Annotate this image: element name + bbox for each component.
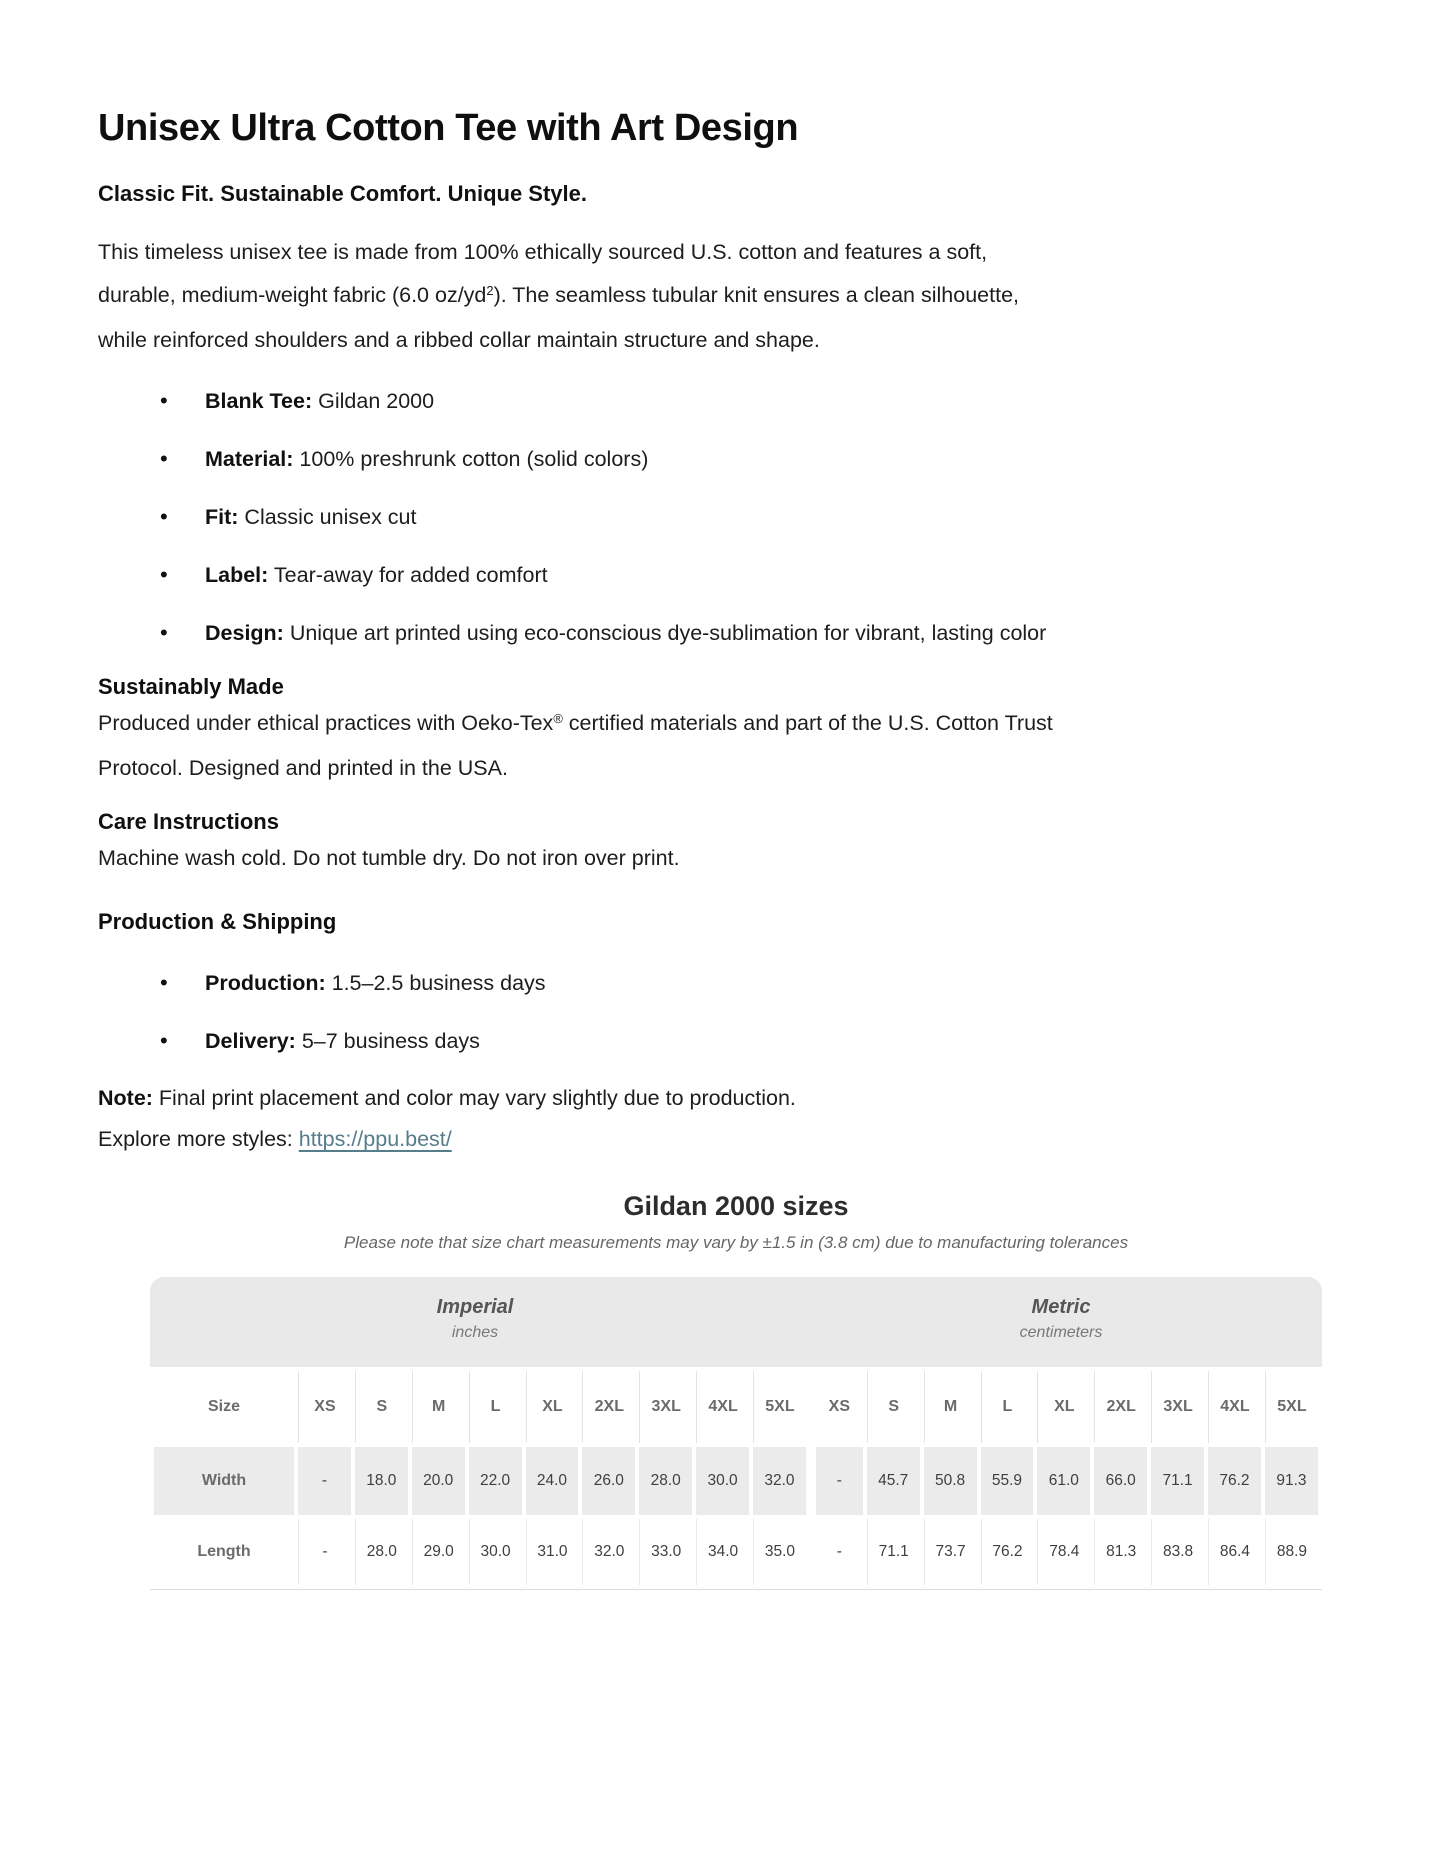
size-value-cell: 30.0	[696, 1447, 749, 1515]
bullet-icon: •	[160, 1028, 168, 1053]
feature-label: Design:	[205, 621, 284, 645]
explore-styles-link[interactable]: https://ppu.best/	[298, 1127, 452, 1151]
size-value-cell: 66.0	[1094, 1447, 1147, 1515]
sustainably-made-body	[98, 702, 1345, 790]
imperial-group-header	[150, 1277, 800, 1367]
delivery-label: Delivery:	[205, 1029, 296, 1053]
delivery-text: 5–7 business days	[301, 1029, 480, 1053]
delivery-item	[98, 1020, 1345, 1063]
note-text: Final print placement and color may vary slightly due to production.	[158, 1086, 796, 1110]
size-value-cell: 81.3	[1094, 1519, 1147, 1585]
bullet-icon: •	[160, 504, 168, 529]
bullet-icon: •	[160, 970, 168, 995]
row-label: Length	[154, 1519, 294, 1585]
production-list	[98, 962, 1345, 1063]
bullet-icon: •	[160, 388, 168, 413]
size-col-header: S	[867, 1371, 920, 1443]
size-col-header: 4XL	[1208, 1371, 1261, 1443]
tagline: Classic Fit. Sustainable Comfort. Unique Style.	[98, 181, 587, 206]
size-chart-section	[150, 1187, 1322, 1590]
size-value-cell: 71.1	[867, 1519, 920, 1585]
size-col-header: 2XL	[582, 1371, 635, 1443]
note-paragraph	[98, 1078, 1345, 1160]
size-value-cell: 35.0	[753, 1519, 806, 1585]
size-value-cell: 83.8	[1151, 1519, 1204, 1585]
feature-label: Label:	[205, 563, 269, 587]
size-value-cell: 76.2	[1208, 1447, 1261, 1515]
feature-text: Classic unisex cut	[244, 505, 417, 529]
feature-item-fit	[98, 496, 1345, 539]
production-label: Production:	[205, 971, 326, 995]
intro-line-3: while reinforced shoulders and a ribbed collar maintain structure and shape.	[98, 328, 820, 352]
size-chart-tolerance-note: Please note that size chart measurements may vary by ±1.5 in (3.8 cm) due to manufacturing tolerances	[343, 1233, 1129, 1252]
size-value-cell: 24.0	[526, 1447, 579, 1515]
size-value-cell: 45.7	[867, 1447, 920, 1515]
feature-label: Fit:	[205, 505, 239, 529]
registered-mark: ®	[553, 710, 563, 726]
sustainably-line-1a: Produced under ethical practices with Oeko-Tex	[98, 711, 554, 735]
sustainably-line-2: Protocol. Designed and printed in the USA.	[98, 756, 508, 780]
size-col-header: M	[924, 1371, 977, 1443]
production-item	[98, 962, 1345, 1005]
feature-text: Gildan 2000	[318, 389, 435, 413]
size-col-header: XL	[526, 1371, 579, 1443]
size-value-cell: 34.0	[696, 1519, 749, 1585]
unit-band	[150, 1277, 1322, 1367]
feature-label: Blank Tee:	[205, 389, 313, 413]
sustainably-line-1b: certified materials and part of the U.S. Cotton Trust	[562, 711, 1053, 735]
section-heading-care-instructions: Care Instructions	[98, 809, 279, 834]
size-col-header: 5XL	[1265, 1371, 1318, 1443]
imperial-group-unit: inches	[451, 1324, 499, 1341]
feature-item-label	[98, 554, 1345, 597]
explore-label: Explore more styles:	[98, 1127, 293, 1151]
feature-text: Unique art printed using eco-conscious dye-sublimation for vibrant, lasting color	[289, 621, 1047, 645]
size-chart-table-wrap	[150, 1277, 1322, 1590]
feature-list	[98, 380, 1345, 655]
size-col-header: XS	[810, 1371, 863, 1443]
row-label: Width	[154, 1447, 294, 1515]
section-heading-sustainably-made: Sustainably Made	[98, 674, 284, 699]
size-col-header: L	[469, 1371, 522, 1443]
size-chart-row	[154, 1447, 1318, 1515]
size-value-cell: 32.0	[582, 1519, 635, 1585]
size-value-cell: 73.7	[924, 1519, 977, 1585]
size-col-header: 2XL	[1094, 1371, 1147, 1443]
size-value-cell: 29.0	[412, 1519, 465, 1585]
size-value-cell: 26.0	[582, 1447, 635, 1515]
size-value-cell: -	[298, 1519, 351, 1585]
size-value-cell: 28.0	[639, 1447, 692, 1515]
bullet-icon: •	[160, 446, 168, 471]
size-value-cell: 20.0	[412, 1447, 465, 1515]
size-value-cell: 91.3	[1265, 1447, 1318, 1515]
size-col-header: S	[355, 1371, 408, 1443]
size-value-cell: 71.1	[1151, 1447, 1204, 1515]
note-label: Note:	[98, 1086, 153, 1110]
metric-group-header	[800, 1277, 1322, 1367]
feature-item-blank-tee	[98, 380, 1345, 423]
size-value-cell: 86.4	[1208, 1519, 1261, 1585]
size-col-header: L	[981, 1371, 1034, 1443]
production-text: 1.5–2.5 business days	[331, 971, 546, 995]
size-col-header: 4XL	[696, 1371, 749, 1443]
size-value-cell: 30.0	[469, 1519, 522, 1585]
size-value-cell: -	[810, 1519, 863, 1585]
feature-item-design	[98, 612, 1345, 655]
feature-label: Material:	[205, 447, 294, 471]
size-col-header: XL	[1037, 1371, 1090, 1443]
size-value-cell: 50.8	[924, 1447, 977, 1515]
size-chart-table	[150, 1367, 1322, 1589]
imperial-group-name: Imperial	[436, 1296, 514, 1318]
size-value-cell: 31.0	[526, 1519, 579, 1585]
bullet-icon: •	[160, 620, 168, 645]
size-value-cell: 76.2	[981, 1519, 1034, 1585]
page-title: Unisex Ultra Cotton Tee with Art Design	[98, 107, 799, 149]
size-col-header: 3XL	[639, 1371, 692, 1443]
bullet-icon: •	[160, 562, 168, 587]
metric-group-name: Metric	[1031, 1296, 1091, 1318]
size-value-cell: -	[810, 1447, 863, 1515]
size-col-header: M	[412, 1371, 465, 1443]
size-value-cell: 28.0	[355, 1519, 408, 1585]
superscript-2: 2	[486, 282, 494, 298]
size-value-cell: 22.0	[469, 1447, 522, 1515]
size-value-cell: 61.0	[1037, 1447, 1090, 1515]
intro-line-2a: durable, medium-weight fabric (6.0 oz/yd	[98, 283, 487, 307]
size-value-cell: 18.0	[355, 1447, 408, 1515]
size-chart-row	[154, 1519, 1318, 1585]
feature-text: Tear-away for added comfort	[273, 563, 548, 587]
size-corner-label: Size	[154, 1371, 294, 1443]
intro-line-1: This timeless unisex tee is made from 100% ethically sourced U.S. cotton and features a soft,	[98, 240, 988, 264]
size-value-cell: 88.9	[1265, 1519, 1318, 1585]
size-col-header: XS	[298, 1371, 351, 1443]
size-col-header: 5XL	[753, 1371, 806, 1443]
size-value-cell: 78.4	[1037, 1519, 1090, 1585]
metric-group-unit: centimeters	[1019, 1324, 1103, 1341]
size-chart-title: Gildan 2000 sizes	[623, 1191, 849, 1221]
section-heading-production-shipping: Production & Shipping	[98, 909, 337, 934]
size-value-cell: -	[298, 1447, 351, 1515]
care-instructions-body: Machine wash cold. Do not tumble dry. Do not iron over print.	[98, 846, 680, 870]
size-value-cell: 33.0	[639, 1519, 692, 1585]
size-value-cell: 55.9	[981, 1447, 1034, 1515]
intro-line-2b: ). The seamless tubular knit ensures a clean silhouette,	[493, 283, 1020, 307]
size-header-row	[154, 1371, 1318, 1443]
feature-item-material	[98, 438, 1345, 481]
size-col-header: 3XL	[1151, 1371, 1204, 1443]
size-value-cell: 32.0	[753, 1447, 806, 1515]
intro-paragraph	[98, 231, 1345, 362]
feature-text: 100% preshrunk cotton (solid colors)	[299, 447, 649, 471]
